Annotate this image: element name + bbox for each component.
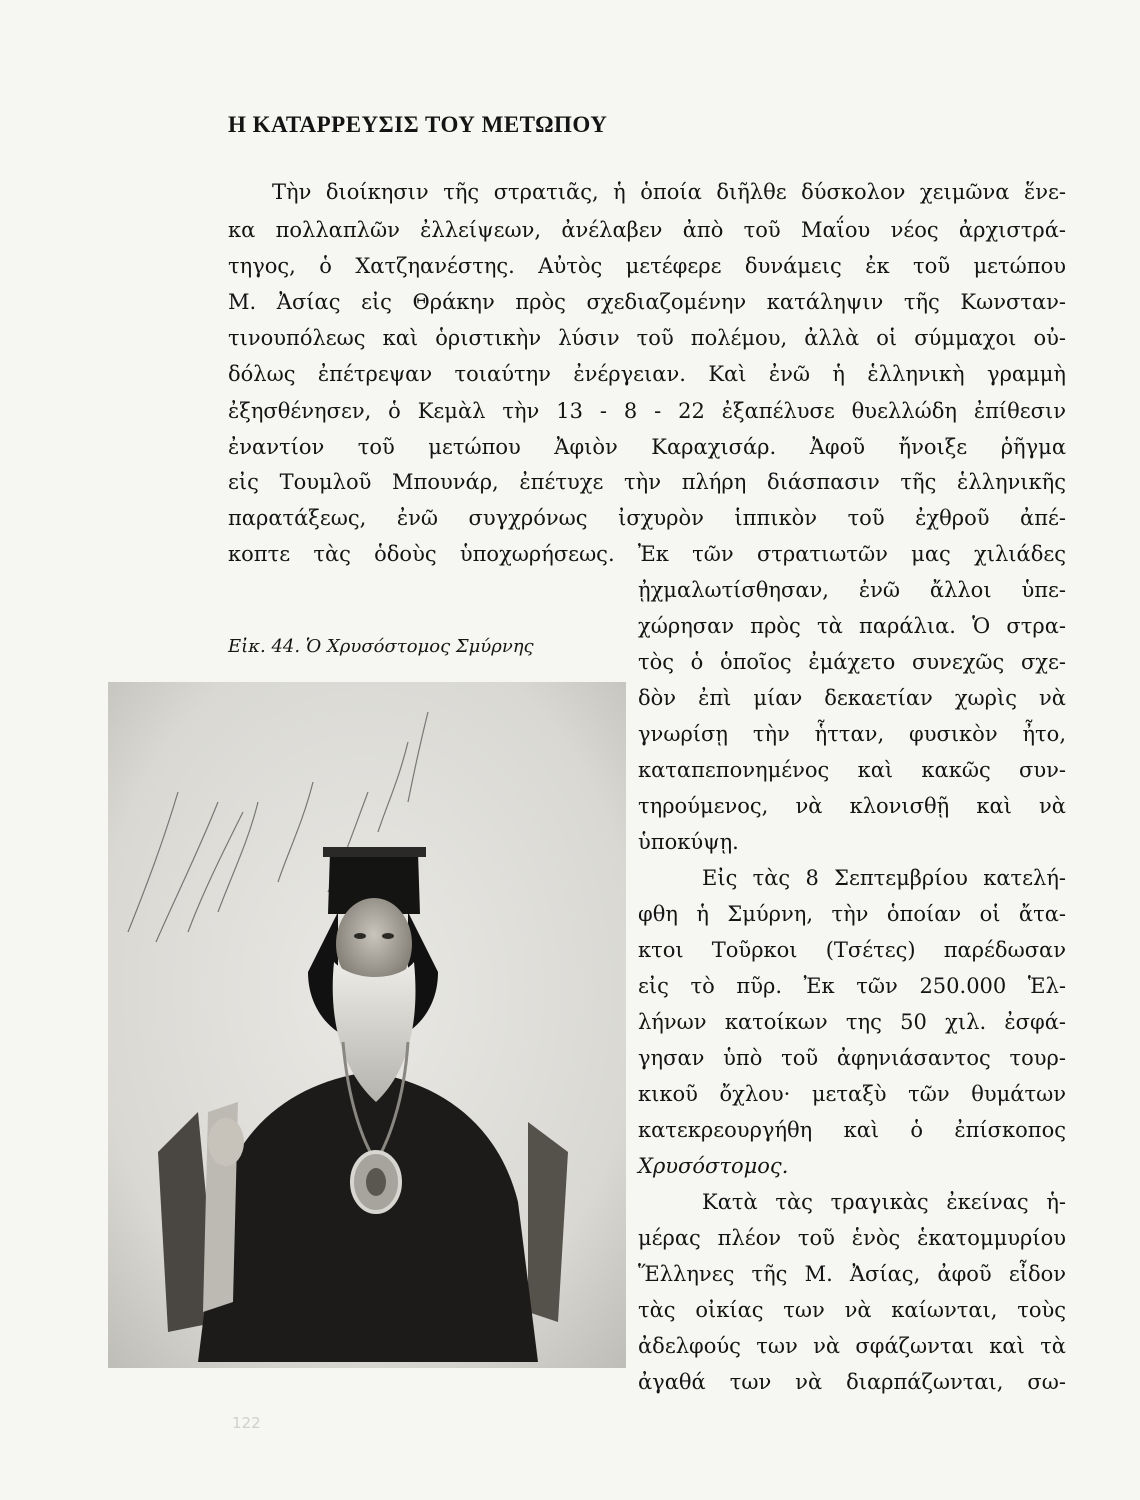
- hat-brim: [323, 847, 426, 857]
- text-line: λήνων κατοίκων της 50 χιλ. ἐσφά-: [638, 1010, 1066, 1034]
- text-line: κα πολλαπλῶν ἐλλείψεων, ἀνέλαβεν ἀπὸ τοῦ Μαΐου νέος ἀρχιστρά-: [228, 218, 1066, 242]
- hand: [208, 1118, 244, 1166]
- text-line: κικοῦ ὄχλου· μεταξὺ τῶν θυμάτων: [638, 1082, 1066, 1106]
- text-line: δὸν ἐπὶ μίαν δεκαετίαν χωρὶς νὰ: [638, 686, 1066, 710]
- text-line: ἀγαθά των νὰ διαρπάζωνται, σω-: [638, 1370, 1066, 1394]
- engolpion-center: [366, 1168, 386, 1196]
- text-line: ἐναντίον τοῦ μετώπου Ἀφιὸν Καραχισάρ. Ἀφοῦ ἤνοιξε ῥῆγμα: [228, 435, 1066, 459]
- text-line: κατεκρεουργήθη καὶ ὁ ἐπίσκοπος: [638, 1118, 1066, 1142]
- text-line: Εἰς τὰς 8 Σεπτεμβρίου κατελή-: [702, 866, 1066, 890]
- text-line: ἀδελφούς των νὰ σφάζωνται καὶ τὰ: [638, 1334, 1066, 1358]
- portrait-photo: [108, 682, 626, 1368]
- text-line: τὸς ὁ ὁποῖος ἐμάχετο συνεχῶς σχε-: [638, 650, 1066, 674]
- text-line: ὑποκύψῃ.: [638, 830, 739, 854]
- text-line: γησαν ὑπὸ τοῦ ἀφηνιάσαντος τουρ-: [638, 1046, 1066, 1070]
- text-line: καταπεπονημένος καὶ κακῶς συν-: [638, 758, 1066, 782]
- page-number: 122: [232, 1414, 261, 1432]
- figure-caption: Εἰκ. 44. Ὁ Χρυσόστομος Σμύρνης: [228, 636, 534, 657]
- text-line: χώρησαν πρὸς τὰ παράλια. Ὁ στρα-: [638, 614, 1066, 638]
- text-line: εἰς τὸ πῦρ. Ἐκ τῶν 250.000 Ἑλ-: [638, 974, 1066, 998]
- text-line: παρατάξεως, ἐνῶ συγχρόνως ἰσχυρὸν ἱππικὸν τοῦ ἐχθροῦ ἀπέ-: [228, 506, 1066, 530]
- text-line: τὰς οἰκίας των νὰ καίωνται, τοὺς: [638, 1298, 1066, 1322]
- text-line: Κατὰ τὰς τραγικὰς ἐκείνας ἡ-: [702, 1190, 1066, 1214]
- text-line: δόλως ἐπέτρεψαν τοιαύτην ἐνέργειαν. Καὶ ἐνῶ ἡ ἑλληνικὴ γραμμὴ: [228, 362, 1066, 386]
- eye-left: [354, 933, 366, 939]
- text-line: μέρας πλέον τοῦ ἑνὸς ἑκατομμυρίου: [638, 1226, 1066, 1250]
- text-line: τηγος, ὁ Χατζηανέστης. Αὐτὸς μετέφερε δυνάμεις ἐκ τοῦ μετώπου: [228, 254, 1066, 278]
- text-line: κοπτε τὰς ὁδοὺς ὑποχωρήσεως. Ἐκ τῶν στρατιωτῶν μας χιλιάδες: [228, 542, 1066, 566]
- text-line: γνωρίσῃ τὴν ἧτταν, φυσικὸν ἦτο,: [638, 722, 1066, 746]
- text-line: τηρούμενος, νὰ κλονισθῇ καὶ νὰ: [638, 794, 1066, 818]
- text-line: Ἕλληνες τῆς Μ. Ἀσίας, ἀφοῦ εἶδον: [638, 1262, 1066, 1286]
- text-line: ᾐχμαλωτίσθησαν, ἐνῶ ἄλλοι ὑπε-: [638, 578, 1066, 602]
- text-line: τινουπόλεως καὶ ὁριστικὴν λύσιν τοῦ πολέμου, ἀλλὰ οἱ σύμμαχοι οὐ-: [228, 326, 1066, 350]
- eye-right: [382, 933, 394, 939]
- text-line: Χρυσόστομος.: [638, 1154, 789, 1178]
- text-line: Τὴν διοίκησιν τῆς στρατιᾶς, ἡ ὁποία διῆλθε δύσκολον χειμῶνα ἕνε-: [272, 180, 1066, 204]
- text-line: Μ. Ἀσίας εἰς Θράκην πρὸς σχεδιαζομένην κατάληψιν τῆς Κωνσταν-: [228, 290, 1066, 314]
- text-line: εἰς Τουμλοῦ Μπουνάρ, ἐπέτυχε τὴν πλήρη διάσπασιν τῆς ἑλληνικῆς: [228, 470, 1066, 494]
- text-line: κτοι Τοῦρκοι (Τσέτες) παρέδωσαν: [638, 938, 1066, 962]
- text-line: φθη ἡ Σμύρνη, τὴν ὁποίαν οἱ ἄτα-: [638, 902, 1066, 926]
- text-line: ἐξησθένησεν, ὁ Κεμὰλ τὴν 13 - 8 - 22 ἐξαπέλυσε θυελλώδη ἐπίθεσιν: [228, 399, 1066, 423]
- section-heading: Η ΚΑΤΑΡΡΕΥΣΙΣ ΤΟΥ ΜΕΤΩΠΟΥ: [228, 112, 608, 137]
